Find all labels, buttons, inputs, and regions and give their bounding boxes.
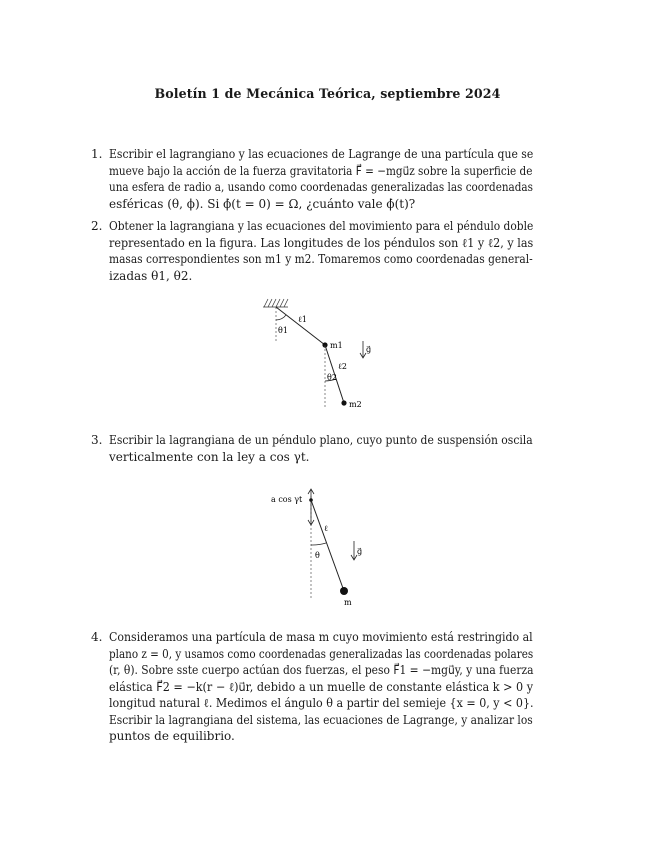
text-line: una esfera de radio a, usando como coordenadas generalizadas las coordenadas	[109, 180, 533, 194]
problem-text	[109, 432, 533, 465]
text-line: Escribir la lagrangiana de un péndulo plano, cuyo punto de suspensión oscila	[109, 433, 533, 447]
problem-text	[109, 218, 533, 284]
text-line: elástica F⃗2 = −k(r − ℓ)u⃗r, debido a un muelle de constante elástica k > 0 y	[109, 679, 534, 694]
angle-arc	[311, 543, 326, 545]
text-line: puntos de equilibrio.	[109, 729, 235, 743]
text-line: Escribir la lagrangiana del sistema, las ecuaciones de Lagrange, y analizar los	[109, 712, 533, 727]
pendulum-mass	[340, 587, 348, 595]
problem-3	[91, 432, 533, 465]
label-m1: m1	[330, 341, 343, 350]
text-line: mueve bajo la acción de la fuerza gravitatoria F⃗ = −mgu⃗z sobre la superficie de	[109, 163, 533, 178]
problem-2	[91, 218, 533, 284]
text-line: Consideramos una partícula de masa m cuyo movimiento está restringido al	[109, 630, 533, 644]
text-line: plano z = 0, y usamos como coordenadas generalizadas las coordenadas polares	[109, 646, 534, 661]
problem-4	[91, 629, 533, 745]
problem-1	[91, 146, 533, 212]
double-pendulum-figure	[258, 295, 378, 415]
problem-text	[109, 146, 533, 212]
mass-2	[341, 400, 346, 405]
text-line: izadas θ1, θ2.	[109, 268, 193, 283]
text-line: esféricas (θ, ϕ). Si ϕ̇(t = 0) = Ω, ¿cuánto vale ϕ̇(t)?	[109, 196, 416, 211]
problem-number: 1.	[91, 147, 103, 161]
label-g1: g⃗	[366, 345, 372, 354]
document-title: Boletín 1 de Mecánica Teórica, septiembre 2024	[154, 86, 501, 101]
text-line: (r, θ). Sobre sste cuerpo actúan dos fuerzas, el peso F⃗1 = −mgu⃗y, y una fuerza	[109, 663, 534, 677]
text-line: Escribir el lagrangiano y las ecuaciones de Lagrange de una partícula que se	[109, 147, 534, 161]
ceiling-hatch	[263, 299, 288, 307]
label-theta1: θ1	[278, 326, 288, 335]
label-suspension: a cos γt	[271, 495, 303, 504]
label-l2: ℓ2	[338, 362, 347, 371]
text-line: longitud natural ℓ. Medimos el ángulo θ a partir del semieje {x = 0, y < 0}.	[109, 696, 534, 710]
text-line: masas correspondientes son m1 y m2. Tomaremos como coordenadas general-	[109, 252, 533, 266]
oscillating-pendulum-figure	[266, 488, 386, 613]
label-g2: g⃗	[357, 547, 363, 556]
label-theta: θ	[315, 551, 320, 560]
text-line: Obtener la lagrangiana y las ecuaciones del movimiento para el péndulo doble	[109, 219, 534, 233]
label-l1: ℓ1	[298, 315, 307, 324]
problem-text	[109, 629, 533, 745]
problem-number: 2.	[91, 219, 103, 233]
text-line: verticalmente con la ley a cos γt.	[109, 449, 310, 464]
text-line: representado en la figura. Las longitudes de los péndulos son ℓ1 y ℓ2, y las	[109, 235, 534, 250]
label-theta2: θ2	[327, 373, 337, 382]
label-m: m	[344, 598, 352, 607]
label-m2: m2	[349, 400, 362, 409]
label-l: ℓ	[324, 524, 328, 533]
angle-arc-1	[276, 315, 286, 320]
problem-number: 3.	[91, 433, 103, 447]
problem-number: 4.	[91, 630, 103, 644]
pendulum-rod	[311, 500, 344, 591]
